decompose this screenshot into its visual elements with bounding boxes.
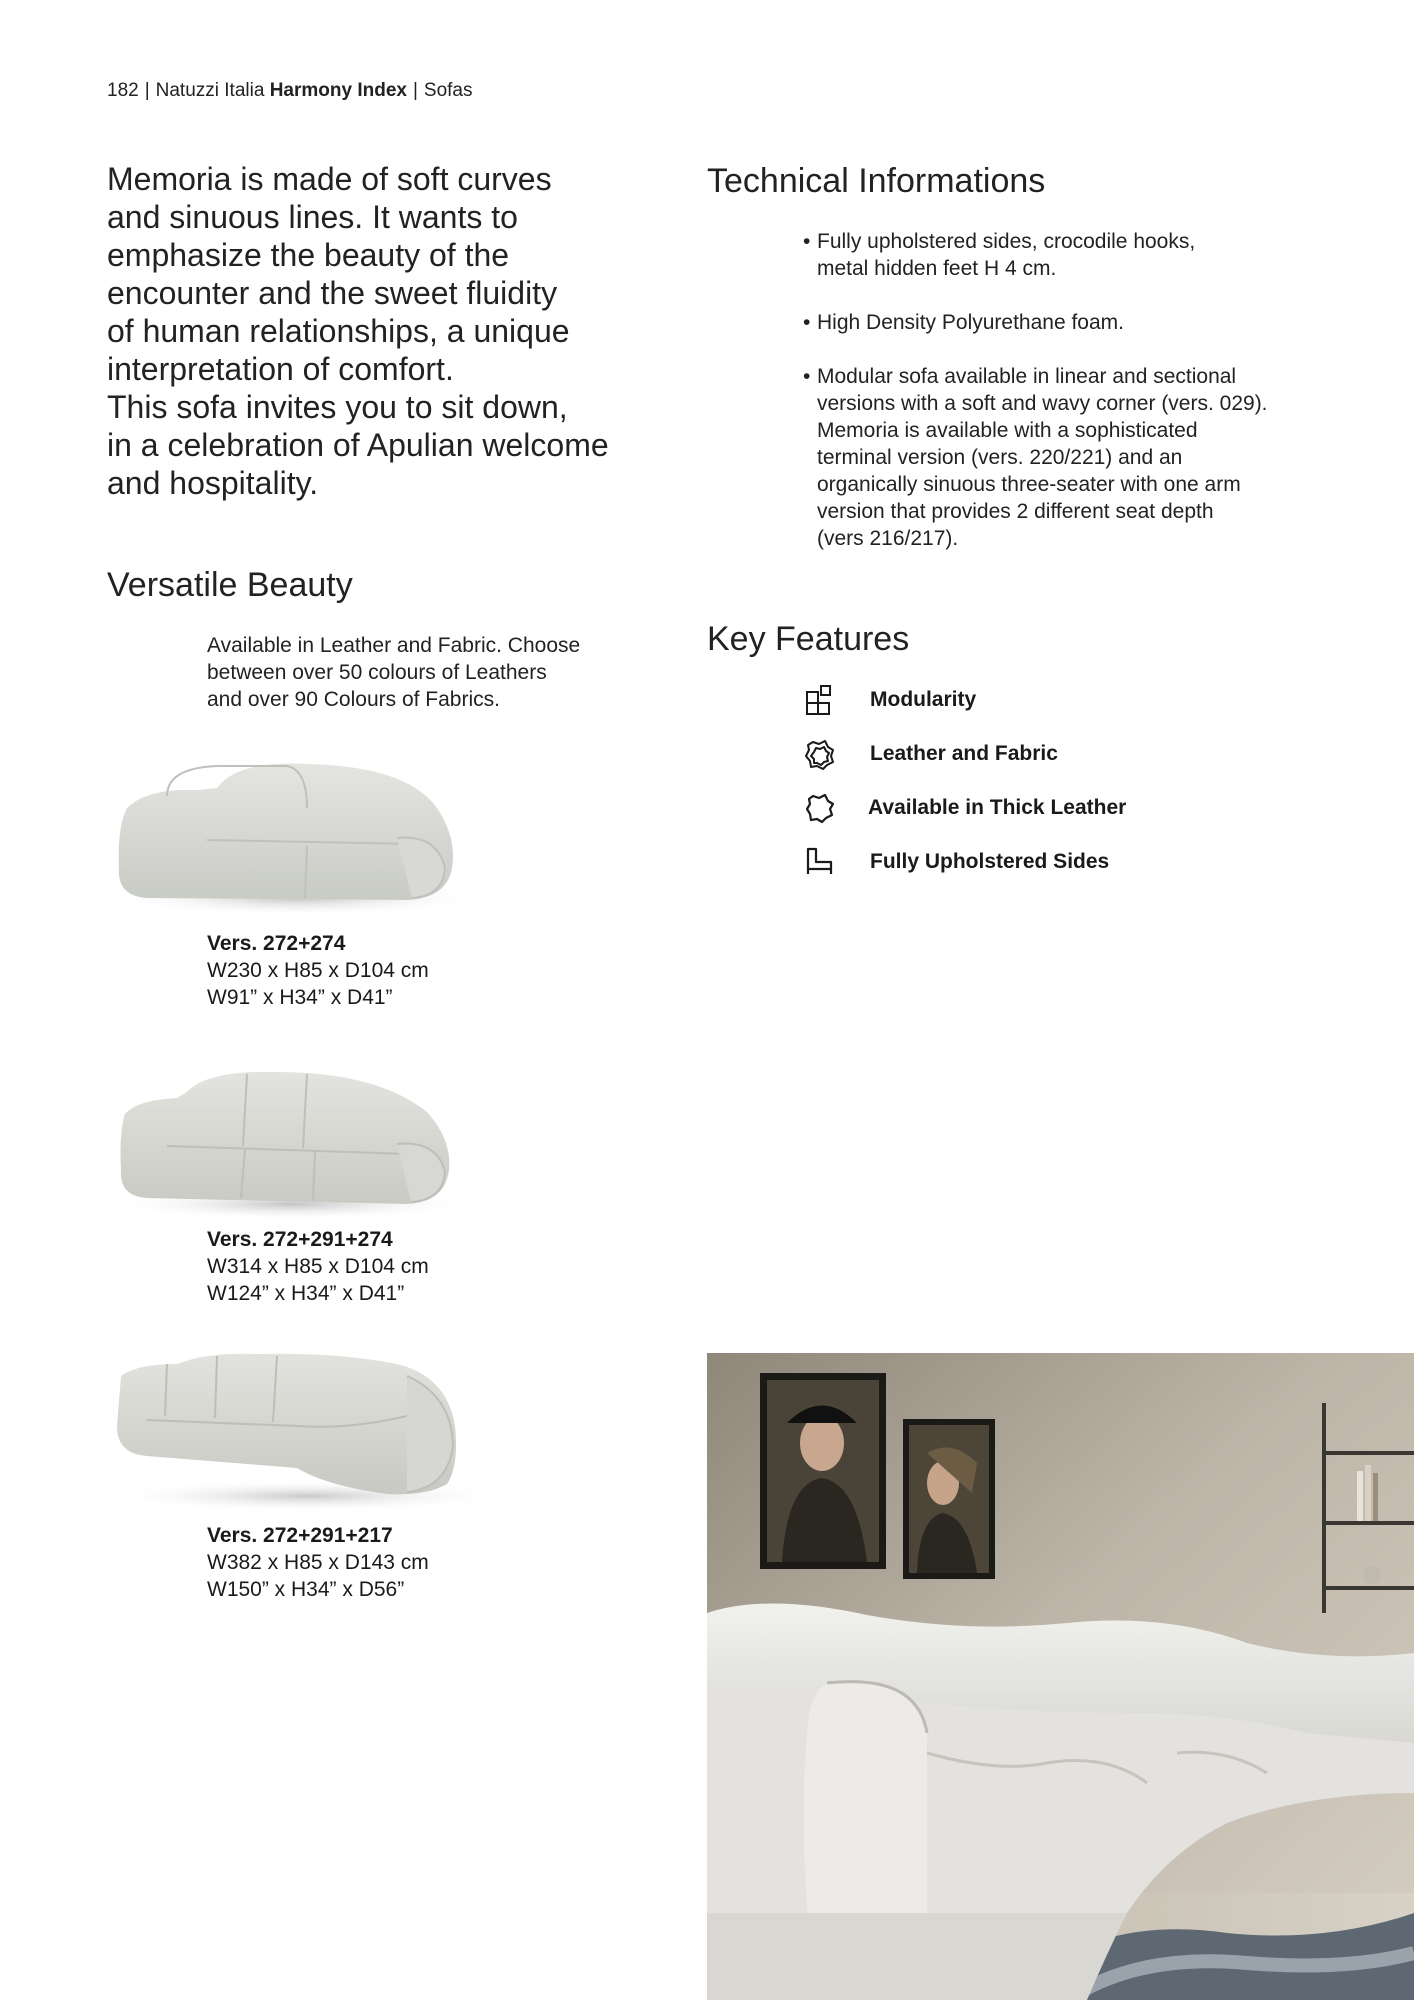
dimensions-imperial: W91” x H34” x D41”: [207, 986, 393, 1009]
intro-line: encounter and the sweet fluidity: [107, 275, 558, 311]
sofa-image-272-274: [107, 748, 527, 923]
feature-label: Available in Thick Leather: [868, 796, 1127, 819]
versatile-description: [207, 632, 627, 713]
lifestyle-photo: [707, 1353, 1414, 2000]
versatile-title: Versatile Beauty: [107, 566, 353, 604]
page-number: 182: [107, 80, 139, 101]
dimensions-metric: W314 x H85 x D104 cm: [207, 1255, 429, 1278]
feature-thick-leather: [804, 788, 1126, 828]
spec-272-274: [207, 930, 429, 1011]
key-features-list: [804, 680, 1304, 880]
intro-paragraph: [107, 160, 667, 502]
page-header: 182 | Natuzzi Italia Harmony Index | Sofas: [107, 80, 473, 101]
feature-modularity: [804, 680, 976, 720]
modularity-icon: [804, 684, 836, 716]
intro-line: emphasize the beauty of the: [107, 237, 510, 273]
intro-line: of human relationships, a unique: [107, 313, 570, 349]
feature-upholstered-sides: [804, 842, 1109, 882]
technical-bullet: • Fully upholstered sides, crocodile hooks, metal hidden feet H 4 cm.: [803, 228, 1323, 282]
technical-bullet: • High Density Polyurethane foam.: [803, 309, 1323, 336]
dimensions-imperial: W124” x H34” x D41”: [207, 1282, 405, 1305]
intro-line: and hospitality.: [107, 465, 319, 501]
version-name: Vers. 272+291+274: [207, 1228, 393, 1251]
category-name: Sofas: [423, 80, 473, 101]
thick-leather-icon: [804, 792, 836, 824]
sofa-image-272-291-274: [107, 1062, 487, 1227]
leather-fabric-icon: [804, 738, 836, 770]
framed-portrait-left: [760, 1373, 886, 1569]
brand-name: Natuzzi Italia: [155, 80, 265, 101]
spec-272-291-274: [207, 1226, 429, 1307]
intro-line: interpretation of comfort.: [107, 351, 454, 387]
key-features-title: Key Features: [707, 620, 910, 658]
feature-label: Leather and Fabric: [870, 742, 1058, 765]
intro-line: Memoria is made of soft curves: [107, 161, 552, 197]
feature-label: Modularity: [870, 688, 977, 711]
upholstered-sides-icon: [804, 846, 836, 878]
spec-272-291-217: [207, 1522, 429, 1603]
dimensions-imperial: W150” x H34” x D56”: [207, 1578, 405, 1601]
versatile-line: Available in Leather and Fabric. Choose: [207, 634, 581, 657]
version-name: Vers. 272+291+217: [207, 1524, 393, 1547]
technical-bullet: • Modular sofa available in linear and sectional versions with a soft and wavy corner (vers. 029). Memoria is available with a sophisticated terminal version (vers. 220/221) and an organically sinuous three-seater with one arm version that provides 2 different seat depth (vers 216/217).: [803, 363, 1323, 552]
publication-title: Harmony Index: [269, 80, 407, 101]
dimensions-metric: W382 x H85 x D143 cm: [207, 1551, 429, 1574]
versatile-line: between over 50 colours of Leathers: [207, 661, 547, 684]
feature-leather-fabric: [804, 734, 1058, 774]
intro-line: in a celebration of Apulian welcome: [107, 427, 609, 463]
feature-label: Fully Upholstered Sides: [870, 850, 1110, 873]
intro-line: This sofa invites you to sit down,: [107, 389, 568, 425]
dimensions-metric: W230 x H85 x D104 cm: [207, 959, 429, 982]
technical-title: Technical Informations: [707, 162, 1046, 200]
intro-line: and sinuous lines. It wants to: [107, 199, 518, 235]
sofa-image-272-291-217: [107, 1346, 517, 1521]
versatile-line: and over 90 Colours of Fabrics.: [207, 688, 500, 711]
framed-portrait-right: [903, 1419, 995, 1579]
technical-list: [803, 228, 1323, 579]
version-name: Vers. 272+274: [207, 932, 346, 955]
